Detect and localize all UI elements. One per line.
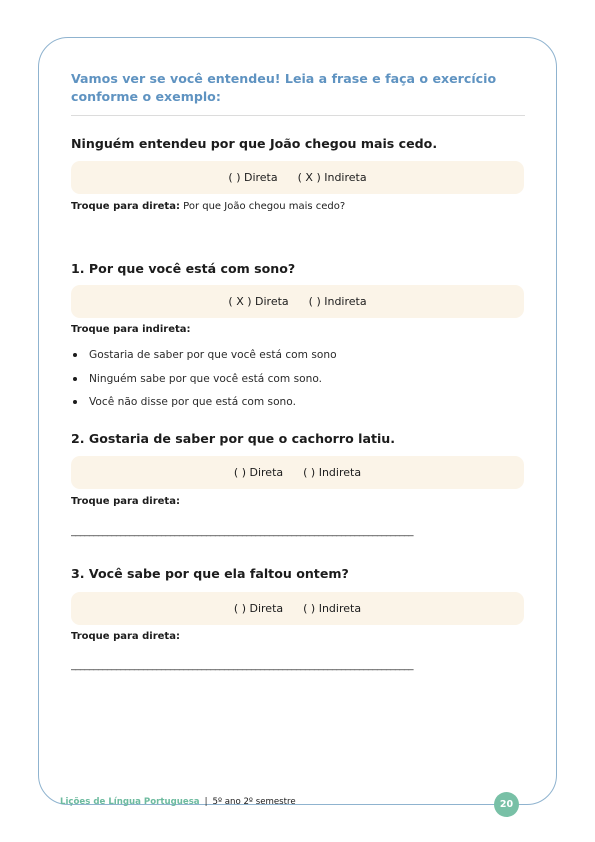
instruction-text: Vamos ver se você entendeu! Leia a frase e faça o exercício conforme o exemplo:: [71, 71, 497, 104]
example-option-direct[interactable]: ( ) Direta: [228, 171, 278, 184]
page-number-badge: 20: [494, 792, 519, 817]
question-1-answer-list: [71, 348, 337, 419]
question-3-answer-line[interactable]: ____________________________________________________________________________: [71, 660, 413, 671]
list-item-text: Gostaria de saber por que você está com sono: [89, 349, 337, 361]
question-3-options: [71, 592, 524, 625]
example-options: [71, 161, 524, 194]
question-1-sentence: 1. Por que você está com sono?: [71, 261, 296, 276]
question-1-option-indirect[interactable]: ( ) Indireta: [308, 295, 367, 308]
example-option-indirect[interactable]: ( X ) Indireta: [297, 171, 367, 184]
example-answer: [71, 201, 345, 212]
question-2-options: [71, 456, 524, 489]
question-2-answer-label: [71, 496, 180, 507]
question-3-answer-label: [71, 631, 180, 642]
question-3-option-indirect[interactable]: ( ) Indireta: [303, 602, 362, 615]
bullet-icon: [73, 400, 77, 404]
footer-rule: [301, 804, 494, 805]
question-3-answer-label-text: Troque para direta:: [71, 631, 180, 642]
question-1-answer-label-text: Troque para indireta:: [71, 324, 191, 335]
question-1-option-direct[interactable]: ( X ) Direta: [228, 295, 289, 308]
question-3-sentence: 3. Você sabe por que ela faltou ontem?: [71, 566, 349, 581]
question-2-answer-label-text: Troque para direta:: [71, 496, 180, 507]
footer: [60, 797, 296, 807]
question-2-option-indirect[interactable]: ( ) Indireta: [303, 466, 362, 479]
divider: [71, 115, 525, 116]
list-item: [71, 348, 337, 372]
footer-separator: |: [204, 797, 208, 807]
list-item-text: Você não disse por que está com sono.: [89, 396, 296, 408]
question-2-option-direct[interactable]: ( ) Direta: [233, 466, 284, 479]
list-item-text: Ninguém sabe por que você está com sono.: [89, 372, 322, 385]
example-sentence: Ninguém entendeu por que João chegou mais cedo.: [71, 136, 438, 151]
question-1-answer-label: [71, 324, 191, 335]
example-answer-text: Por que João chegou mais cedo?: [179, 201, 346, 212]
list-item: [71, 372, 337, 396]
question-2-answer-line[interactable]: ____________________________________________________________________________: [71, 526, 413, 537]
bullet-icon: [73, 377, 77, 381]
bullet-icon: [73, 353, 77, 357]
question-2-sentence: 2. Gostaria de saber por que o cachorro latiu.: [71, 431, 396, 446]
example-answer-label: Troque para direta:: [71, 201, 180, 212]
list-item: [71, 395, 337, 419]
question-1-options: [71, 285, 524, 318]
footer-brand: Lições de Língua Portuguesa: [60, 797, 200, 807]
page-frame: [38, 37, 557, 805]
footer-grade: 5º ano 2º semestre: [212, 797, 296, 807]
question-3-option-direct[interactable]: ( ) Direta: [233, 602, 284, 615]
